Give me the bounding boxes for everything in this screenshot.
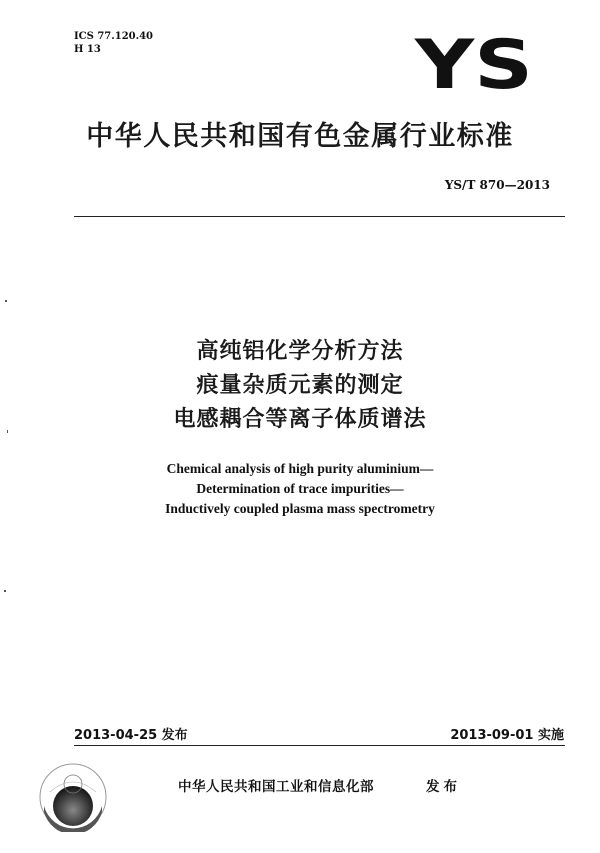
english-title-line-1: Chemical analysis of high purity aluminium— — [166, 461, 434, 476]
issue-label: 发布 — [426, 779, 461, 795]
anti-counterfeit-seal-icon — [38, 762, 108, 832]
footer-divider — [74, 745, 565, 746]
ccs-code: H 13 — [74, 44, 101, 55]
scan-speck — [7, 430, 8, 433]
classification-codes — [74, 30, 153, 56]
chinese-title-line-2: 痕量杂质元素的测定 — [196, 373, 404, 398]
standard-number: YS/T 870—2013 — [444, 178, 550, 192]
scan-speck — [5, 300, 7, 302]
header-divider — [74, 216, 565, 217]
english-title — [0, 459, 600, 519]
ics-code: ICS 77.120.40 — [74, 31, 154, 42]
chinese-title-line-1: 高纯铝化学分析方法 — [196, 339, 404, 364]
industry-standard-title: 中华人民共和国有色金属行业标准 — [86, 121, 514, 152]
ys-logo — [414, 34, 534, 90]
chinese-title — [0, 335, 600, 437]
issue-date: 2013-04-25 发布 — [74, 728, 188, 743]
issuing-authority: 中华人民共和国工业和信息化部 — [178, 779, 374, 795]
logo-text: YS — [414, 34, 533, 90]
implementation-date: 2013-09-01 实施 — [450, 728, 564, 743]
chinese-title-line-3: 电感耦合等离子体质谱法 — [173, 407, 427, 432]
scan-speck — [4, 590, 6, 592]
english-title-line-3: Inductively coupled plasma mass spectrometry — [165, 501, 435, 516]
english-title-line-2: Determination of trace impurities— — [196, 481, 404, 496]
